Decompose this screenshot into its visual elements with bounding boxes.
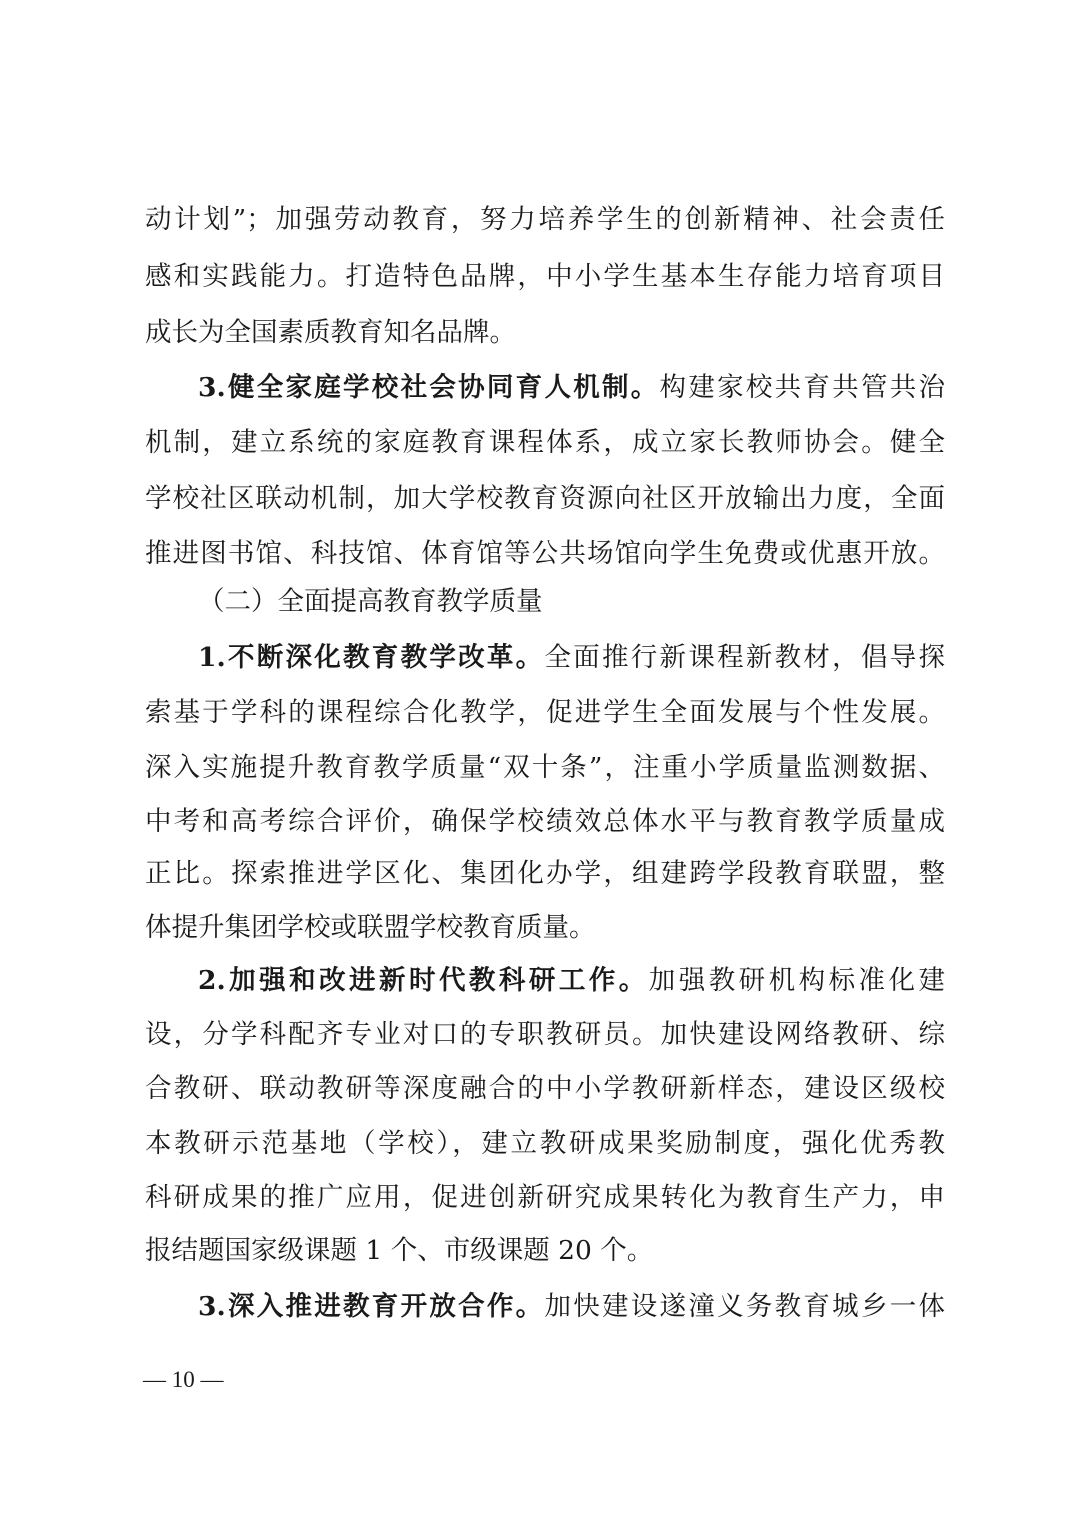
paragraph-1-line-2: 感和实践能力。打造特色品牌，中小学生基本生存能力培育项目	[145, 261, 945, 292]
paragraph-1-line-3: 成长为全国素质教育知名品牌。	[145, 317, 516, 348]
paragraph-3-line-6: 体提升集团学校或联盟学校教育质量。	[145, 912, 596, 943]
paragraph-2-line-2: 机制，建立系统的家庭教育课程体系，成立家长教师协会。健全	[145, 427, 945, 458]
paragraph-3-heading: 1.不断深化教育教学改革。	[198, 642, 545, 673]
section-heading: （二）全面提高教育教学质量	[198, 586, 543, 617]
paragraph-3-line-4: 中考和高考综合评价，确保学校绩效总体水平与教育教学质量成	[145, 806, 945, 837]
paragraph-3-line-3: 深入实施提升教育教学质量“双十条”，注重小学质量监测数据、	[145, 752, 945, 783]
paragraph-2-heading: 3.健全家庭学校社会协同育人机制。	[198, 372, 660, 403]
paragraph-5-line-1-text: 加快建设遂潼义务教育城乡一体	[544, 1291, 945, 1322]
paragraph-2-line-3: 学校社区联动机制，加大学校教育资源向社区开放输出力度，全面	[145, 483, 945, 514]
paragraph-4-line-1-text: 加强教研机构标准化建	[648, 965, 945, 996]
paragraph-1-line-1: 动计划”；加强劳动教育，努力培养学生的创新精神、社会责任	[145, 204, 945, 235]
paragraph-2-line-1-text: 构建家校共育共管共治	[659, 372, 945, 403]
paragraph-4-line-5: 科研成果的推广应用，促进创新研究成果转化为教育生产力，申	[145, 1182, 945, 1213]
paragraph-4-line-1	[198, 954, 945, 1008]
paragraph-3-line-1	[198, 631, 945, 685]
paragraph-2-line-1	[198, 361, 945, 415]
paragraph-4-line-3: 合教研、联动教研等深度融合的中小学教研新样态，建设区级校	[145, 1073, 945, 1104]
paragraph-3-line-5: 正比。探索推进学区化、集团化办学，组建跨学段教育联盟，整	[145, 858, 945, 889]
paragraph-5-heading: 3.深入推进教育开放合作。	[198, 1291, 545, 1322]
paragraph-4-line-6: 报结题国家级课题 1 个、市级课题 20 个。	[145, 1235, 654, 1266]
paragraph-3-line-1-text: 全面推行新课程新教材，倡导探	[544, 642, 945, 673]
paragraph-4-heading: 2.加强和改进新时代教科研工作。	[198, 965, 649, 996]
paragraph-3-line-2: 索基于学科的课程综合化教学，促进学生全面发展与个性发展。	[145, 697, 945, 728]
paragraph-4-line-2: 设，分学科配齐专业对口的专职教研员。加快建设网络教研、综	[145, 1019, 945, 1050]
paragraph-4-line-4: 本教研示范基地（学校），建立教研成果奖励制度，强化优秀教	[145, 1128, 945, 1159]
paragraph-2-line-4: 推进图书馆、科技馆、体育馆等公共场馆向学生免费或优惠开放。	[145, 538, 945, 569]
page-number: — 10 —	[143, 1367, 224, 1392]
paragraph-5-line-1	[198, 1280, 945, 1334]
